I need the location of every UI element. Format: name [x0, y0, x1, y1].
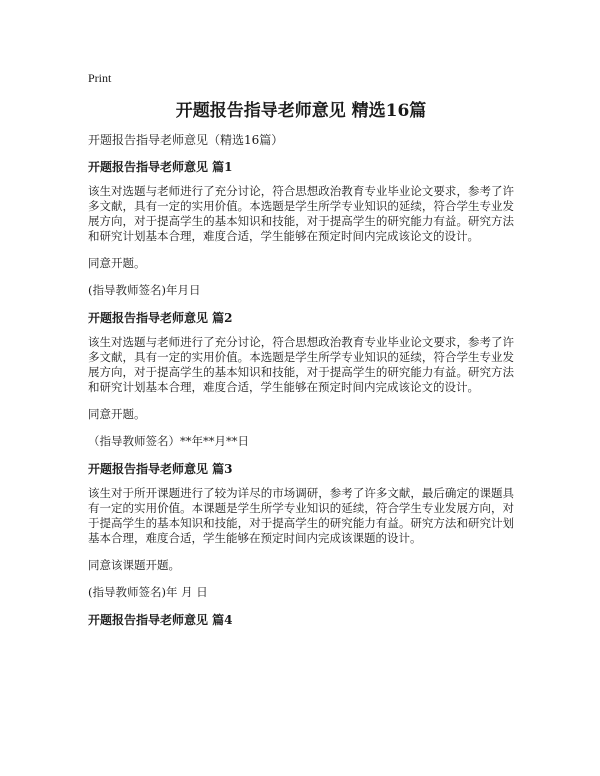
section-heading: 开题报告指导老师意见 篇2: [88, 311, 233, 325]
section-3: [88, 461, 514, 600]
approval-text: 同意该课题开题。: [88, 558, 180, 572]
approval-text: 同意开题。: [88, 256, 146, 270]
print-label: Print: [88, 71, 112, 85]
section-heading: 开题报告指导老师意见 篇1: [88, 160, 233, 174]
section-body: 该生对于所开课题进行了较为详尽的市场调研，参考了许多文献，最后确定的课题具有一定的实用价值。本课题是学生所学专业知识的延续，符合学生专业发展方向，对于提高学生的基本知识和技能，对于提高学生的研究能力有益。研究方法和研究计划基本合理，难度合适，学生能够在预定时间内完成该课题的设计。: [88, 486, 514, 545]
section-heading: 开题报告指导老师意见 篇4: [88, 613, 233, 627]
approval-text: 同意开题。: [88, 407, 146, 421]
document-title: 开题报告指导老师意见 精选16篇: [175, 101, 427, 121]
section-2: [88, 310, 514, 449]
document-subtitle: 开题报告指导老师意见（精选16篇）: [88, 133, 284, 147]
section-1: [88, 159, 514, 298]
document-page: [88, 70, 514, 637]
section-body: 该生对选题与老师进行了充分讨论，符合思想政治教育专业毕业论文要求，参考了许多文献，具有一定的实用价值。本选题是学生所学专业知识的延续，符合学生专业发展方向，对于提高学生的基本知识和技能，对于提高学生的研究能力有益。研究方法和研究计划基本合理，难度合适，学生能够在预定时间内完成该论文的设计。: [88, 184, 514, 243]
section-body: 该生对选题与老师进行了充分讨论，符合思想政治教育专业毕业论文要求，参考了许多文献，具有一定的实用价值。本选题是学生所学专业知识的延续，符合学生专业发展方向，对于提高学生的基本知识和技能，对于提高学生的研究能力有益。研究方法和研究计划基本合理，难度合适，学生能够在预定时间内完成该论文的设计。: [88, 335, 514, 394]
signature-line: (指导教师签名)年月日: [88, 283, 201, 297]
signature-line: （指导教师签名）**年**月**日: [88, 434, 249, 448]
section-4: [88, 612, 514, 628]
signature-line: (指导教师签名)年 月 日: [88, 585, 208, 599]
section-heading: 开题报告指导老师意见 篇3: [88, 462, 233, 476]
